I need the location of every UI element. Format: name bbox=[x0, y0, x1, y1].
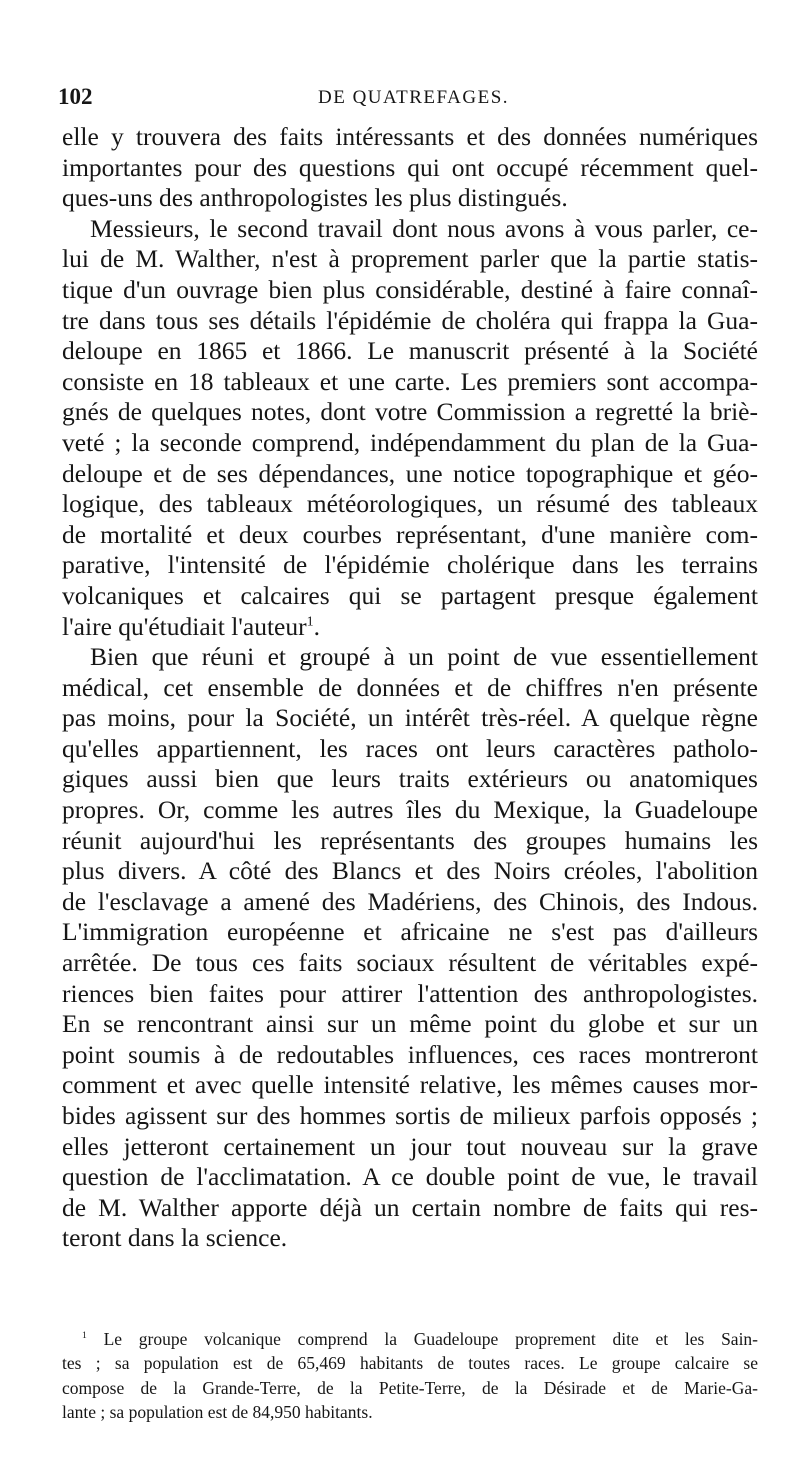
text-line: gnés de quelques notes, dont votre Commission a regretté la briè- bbox=[62, 397, 758, 427]
body-text bbox=[62, 122, 758, 1254]
text-line bbox=[62, 612, 758, 643]
footnote-line: tes ; sa population est de 65,469 habitants de toutes races. Le groupe calcaire se bbox=[62, 1353, 758, 1374]
text-line: lui de M. Walther, n'est à proprement parler que la partie statis- bbox=[62, 244, 758, 274]
text-line: de M. Walther apporte déjà un certain nombre de faits qui res- bbox=[62, 1192, 758, 1222]
text-line: question de l'acclimatation. A ce double point de vue, le travail bbox=[62, 1162, 758, 1192]
text-line: elles jetteront certainement un jour tout nouveau sur la grave bbox=[62, 1131, 758, 1161]
text-line: elle y trouvera des faits intéressants et des données numériques bbox=[62, 122, 758, 151]
text-line: pas moins, pour la Société, un intérêt très-réel. A quelque règne bbox=[62, 703, 758, 733]
text-line: logique, des tableaux météorologiques, un résumé des tableaux bbox=[62, 489, 758, 519]
footnote-line: compose de la Grande-Terre, de la Petite-Terre, de la Désirade et de Marie-Ga- bbox=[62, 1377, 758, 1398]
text-line: qu'elles appartiennent, les races ont leurs caractères patholo- bbox=[62, 733, 758, 763]
text-line: Messieurs, le second travail dont nous avons à vous parler, ce- bbox=[90, 213, 758, 243]
text-line: tique d'un ouvrage bien plus considérable, destiné à faire connaî- bbox=[62, 274, 758, 304]
text-line: riences bien faites pour attirer l'attention des anthropologistes. bbox=[62, 978, 758, 1008]
running-head: DE QUATREFAGES. bbox=[318, 87, 510, 108]
text-line: consiste en 18 tableaux et une carte. Les premiers sont accompa- bbox=[62, 366, 758, 396]
page-header bbox=[58, 84, 758, 114]
text-line: bides agissent sur des hommes sortis de milieux parfois opposés ; bbox=[62, 1101, 758, 1130]
text-line: propres. Or, comme les autres îles du Mexique, la Guadeloupe bbox=[62, 795, 758, 825]
footnote-line bbox=[62, 1327, 758, 1351]
text-line: de l'esclavage a amené des Madériens, des Chinois, des Indous. bbox=[62, 886, 758, 916]
text-line: de mortalité et deux courbes représentant, d'une manière com- bbox=[62, 519, 758, 549]
text-line: plus divers. A côté des Blancs et des Noirs créoles, l'abolition bbox=[62, 856, 758, 886]
text-line: importantes pour des questions qui ont occupé récemment quel- bbox=[62, 152, 758, 182]
text-line: réunit aujourd'hui les représentants des groupes humains les bbox=[62, 825, 758, 855]
punctuation: . bbox=[313, 611, 320, 641]
footnote bbox=[62, 1327, 758, 1424]
text-line: veté ; la seconde comprend, indépendamment du plan de la Gua- bbox=[62, 427, 758, 457]
footnote-reference[interactable]: 1 bbox=[306, 614, 314, 629]
footnote-line: lante ; sa population est de 84,950 habitants. bbox=[62, 1401, 373, 1422]
text-line: teront dans la science. bbox=[62, 1223, 288, 1253]
text-line: parative, l'intensité de l'épidémie cholérique dans les terrains bbox=[62, 550, 758, 580]
text-line: comment et avec quelle intensité relative, les mêmes causes mor- bbox=[62, 1070, 758, 1100]
text-line: L'immigration européenne et africaine ne s'est pas d'ailleurs bbox=[62, 917, 758, 947]
text-line: Bien que réuni et groupé à un point de vue essentiellement bbox=[90, 642, 758, 672]
text-line: tre dans tous ses détails l'épidémie de choléra qui frappa la Gua- bbox=[62, 305, 758, 335]
page-number: 102 bbox=[58, 84, 93, 109]
text-line: giques aussi bien que leurs traits extérieurs ou anatomiques bbox=[62, 764, 758, 794]
text-line: médical, cet ensemble de données et de chiffres n'en présente bbox=[62, 672, 758, 702]
footnote-marker: 1 bbox=[82, 1330, 87, 1342]
footnote-text: Le groupe volcanique comprend la Guadeloupe proprement dite et les Sain- bbox=[103, 1329, 759, 1349]
text-line: point soumis à de redoutables influences, ces races montreront bbox=[62, 1039, 758, 1069]
text-line: En se rencontrant ainsi sur un même point du globe et sur un bbox=[62, 1009, 758, 1039]
text-line: arrêtée. De tous ces faits sociaux résultent de véritables expé- bbox=[62, 948, 758, 978]
text-line: deloupe et de ses dépendances, une notice topographique et géo- bbox=[62, 458, 758, 488]
text-segment: l'aire qu'étudiait l'auteur bbox=[62, 611, 307, 641]
text-line: deloupe en 1865 et 1866. Le manuscrit présenté à la Société bbox=[62, 336, 758, 366]
text-line: ques-uns des anthropologistes les plus distingués. bbox=[62, 183, 568, 213]
text-line: volcaniques et calcaires qui se partagent presque également bbox=[62, 580, 758, 610]
